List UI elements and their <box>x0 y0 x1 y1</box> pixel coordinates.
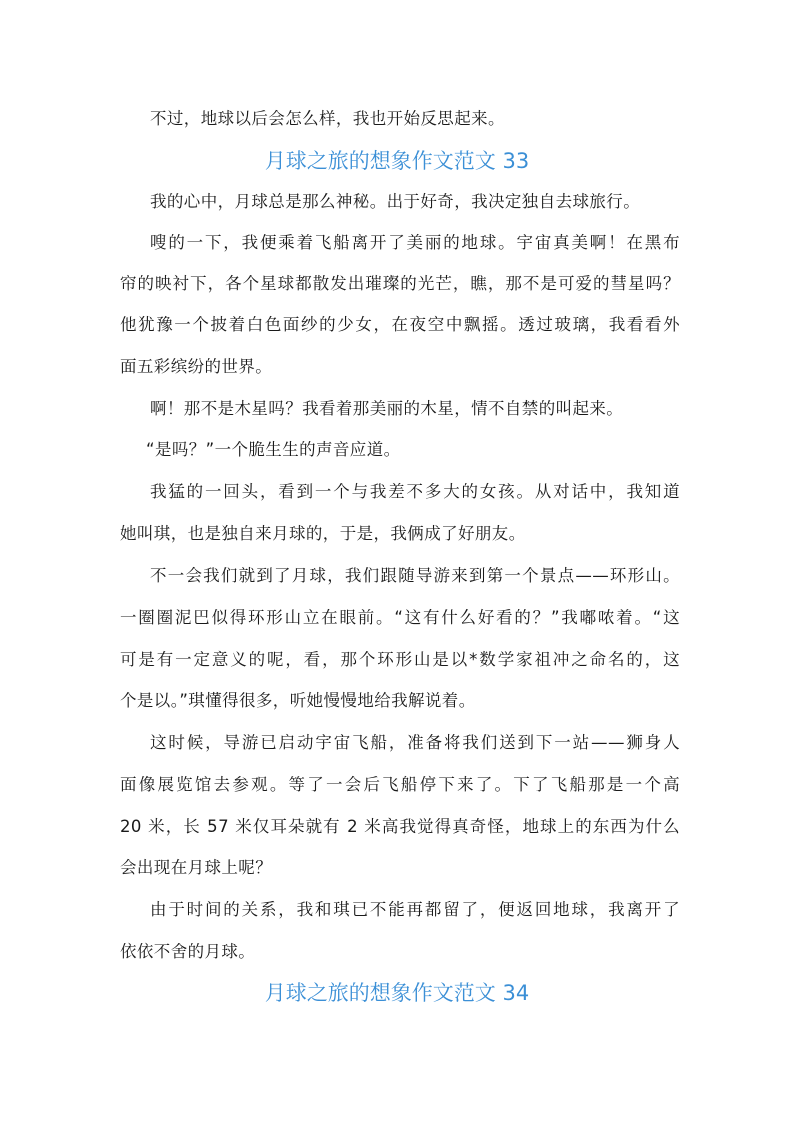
paragraph-line: 我的心中，月球总是那么神秘。出于好奇，我决定独自去球旅行。 <box>150 192 641 211</box>
paragraph-line: 她叫琪，也是独自来月球的，于是，我俩成了好朋友。 <box>120 524 526 543</box>
paragraph-line: 嗖的一下，我便乘着飞船离开了美丽的地球。宇宙真美啊！在黑布 <box>150 233 680 252</box>
paragraph-line: 他犹豫一个披着白色面纱的少女，在夜空中飘摇。透过玻璃，我看看外 <box>120 315 680 334</box>
paragraph-line: 面五彩缤纷的世界。 <box>120 357 273 376</box>
essay-heading-34: 月球之旅的想象作文范文 34 <box>264 981 530 1005</box>
paragraph-line: 20 米，长 57 米仅耳朵就有 2 米高我觉得真奇怪，地球上的东西为什么 <box>120 817 680 836</box>
paragraph-line: 可是有一定意义的呢，看，那个环形山是以*数学家祖冲之命名的，这 <box>120 650 680 669</box>
paragraph-line: 个是以。”琪懂得很多，听她慢慢地给我解说着。 <box>120 691 476 710</box>
paragraph-line: 一圈圈泥巴似得环形山立在眼前。“这有什么好看的？”我嘟哝着。“这 <box>120 608 680 627</box>
paragraph-line: 这时候，导游已启动宇宙飞船，准备将我们送到下一站——狮身人 <box>150 733 680 752</box>
paragraph-line: 不一会我们就到了月球，我们跟随导游来到第一个景点——环形山。 <box>150 566 680 585</box>
paragraph-line: 我猛的一回头，看到一个与我差不多大的女孩。从对话中，我知道 <box>150 482 680 501</box>
paragraph-line: 由于时间的关系，我和琪已不能再都留了，便返回地球，我离开了 <box>150 900 680 919</box>
paragraph-line: 依依不舍的月球。 <box>120 942 256 961</box>
paragraph-line: 面像展览馆去参观。等了一会后飞船停下来了。下了飞船那是一个高 <box>120 775 680 794</box>
paragraph-line: 不过，地球以后会怎么样，我也开始反思起来。 <box>150 109 505 128</box>
essay-heading-33: 月球之旅的想象作文范文 33 <box>264 149 530 173</box>
paragraph-line: 帘的映衬下，各个星球都散发出璀璨的光芒，瞧，那不是可爱的彗星吗？ <box>120 274 680 293</box>
paragraph-line: “是吗？”一个脆生生的声音应道。 <box>146 440 401 459</box>
paragraph-line: 啊！那不是木星吗？我看着那美丽的木星，情不自禁的叫起来。 <box>150 399 624 418</box>
paragraph-line: 会出现在月球上呢？ <box>120 858 273 877</box>
